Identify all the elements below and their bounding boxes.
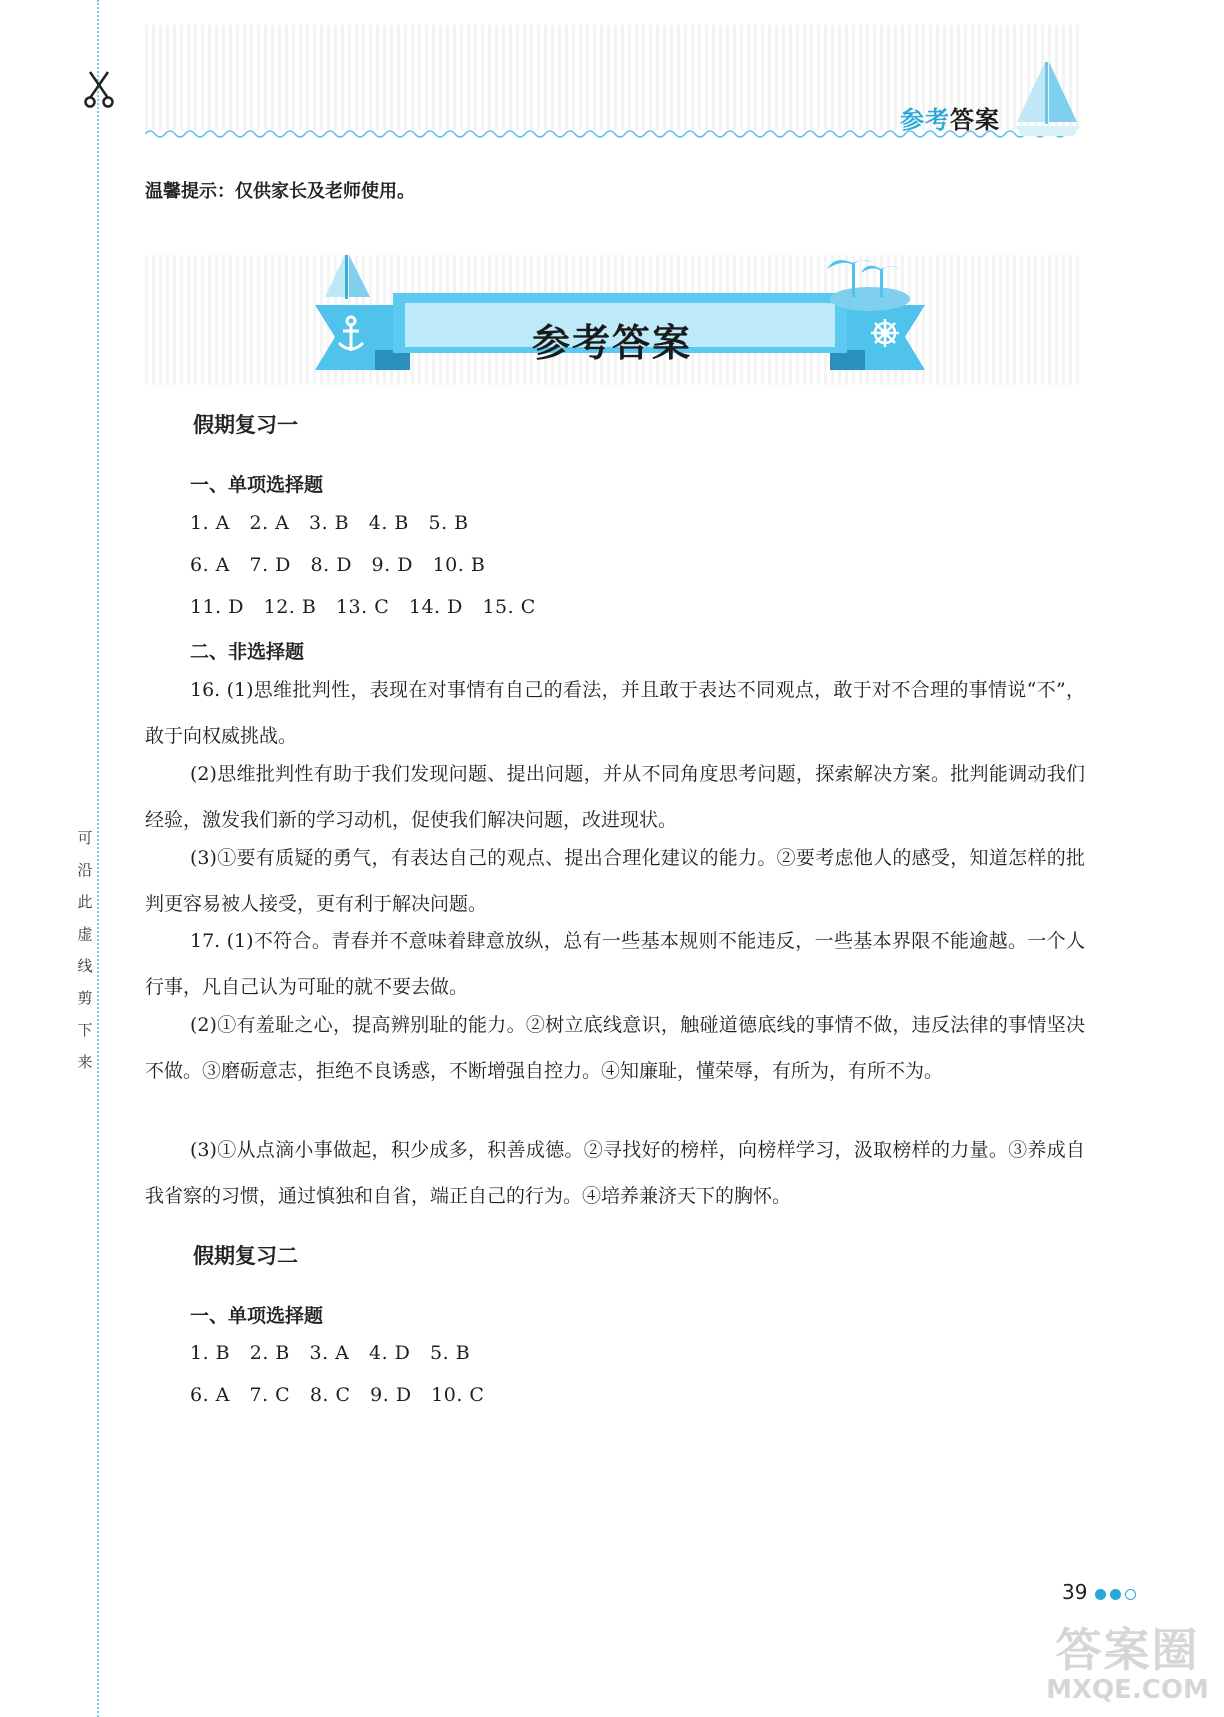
section-title: 假期复习二 <box>193 1244 298 1268</box>
banner-title: 参考答案 <box>531 321 692 365</box>
page-dots <box>1095 1585 1140 1604</box>
header-title-part2: 答案 <box>950 106 1000 134</box>
scissors-icon <box>82 68 116 108</box>
header-title <box>900 100 1000 135</box>
dot-icon <box>1110 1589 1121 1600</box>
choice-subtitle: 一、单项选择题 <box>190 474 324 496</box>
answer-line: 11. D 12. B 13. C 14. D 15. C <box>190 596 536 618</box>
watermark <box>1035 1625 1220 1715</box>
cut-line <box>97 0 99 1717</box>
sailboat-icon <box>1015 60 1080 138</box>
answer-paragraph: 16. (1)思维批判性，表现在对事情有自己的看法，并且敢于表达不同观点，敢于对不合理的事情说“不”，敢于向权威挑战。 <box>145 679 1085 747</box>
answer-paragraph: (2)思维批判性有助于我们发现问题、提出问题，并从不同角度思考问题，探索解决方案。批判能调动我们经验，激发我们新的学习动机，促使我们解决问题，改进现状。 <box>145 763 1085 831</box>
watermark-logo-text: 答案圈 <box>1055 1623 1200 1677</box>
usage-tip: 温馨提示：仅供家长及老师使用。 <box>145 181 415 202</box>
answer-line: 6. A 7. C 8. C 9. D 10. C <box>190 1384 485 1406</box>
answer-paragraph: (3)①要有质疑的勇气，有表达自己的观点、提出合理化建议的能力。②要考虑他人的感受，知道怎样的批判更容易被人接受，更有利于解决问题。 <box>145 847 1085 915</box>
answer-paragraph: 17. (1)不符合。青春并不意味着肆意放纵，总有一些基本规则不能违反，一些基本界限不能逾越。一个人行事，凡自己认为可耻的就不要去做。 <box>145 930 1085 998</box>
header-title-part1: 参考 <box>900 106 950 134</box>
choice-subtitle: 一、单项选择题 <box>190 1305 324 1327</box>
watermark-url: MXQE.COM <box>1046 1675 1209 1705</box>
answer-paragraph: (3)①从点滴小事做起，积少成多，积善成德。②寻找好的榜样，向榜样学习，汲取榜样的力量。③养成自我省察的习惯，通过慎独和自省，端正自己的行为。④培养兼济天下的胸怀。 <box>145 1139 1085 1207</box>
section-title: 假期复习一 <box>193 413 298 437</box>
answer-line: 1. A 2. A 3. B 4. B 5. B <box>190 512 469 534</box>
dot-icon <box>1095 1589 1106 1600</box>
dot-icon <box>1125 1589 1136 1600</box>
answer-line: 6. A 7. D 8. D 9. D 10. B <box>190 554 486 576</box>
answer-paragraph: (2)①有羞耻之心，提高辨别耻的能力。②树立底线意识，触碰道德底线的事情不做，违反法律的事情坚决不做。③磨砺意志，拒绝不良诱惑，不断增强自控力。④知廉耻，懂荣辱，有所为，有所不为。 <box>145 1014 1085 1082</box>
answer-line: 1. B 2. B 3. A 4. D 5. B <box>190 1342 471 1364</box>
cut-note: 可沿此虚线剪下来 <box>77 829 93 1071</box>
page-number: 39 <box>1062 1580 1088 1604</box>
non-choice-subtitle: 二、非选择题 <box>190 641 305 663</box>
